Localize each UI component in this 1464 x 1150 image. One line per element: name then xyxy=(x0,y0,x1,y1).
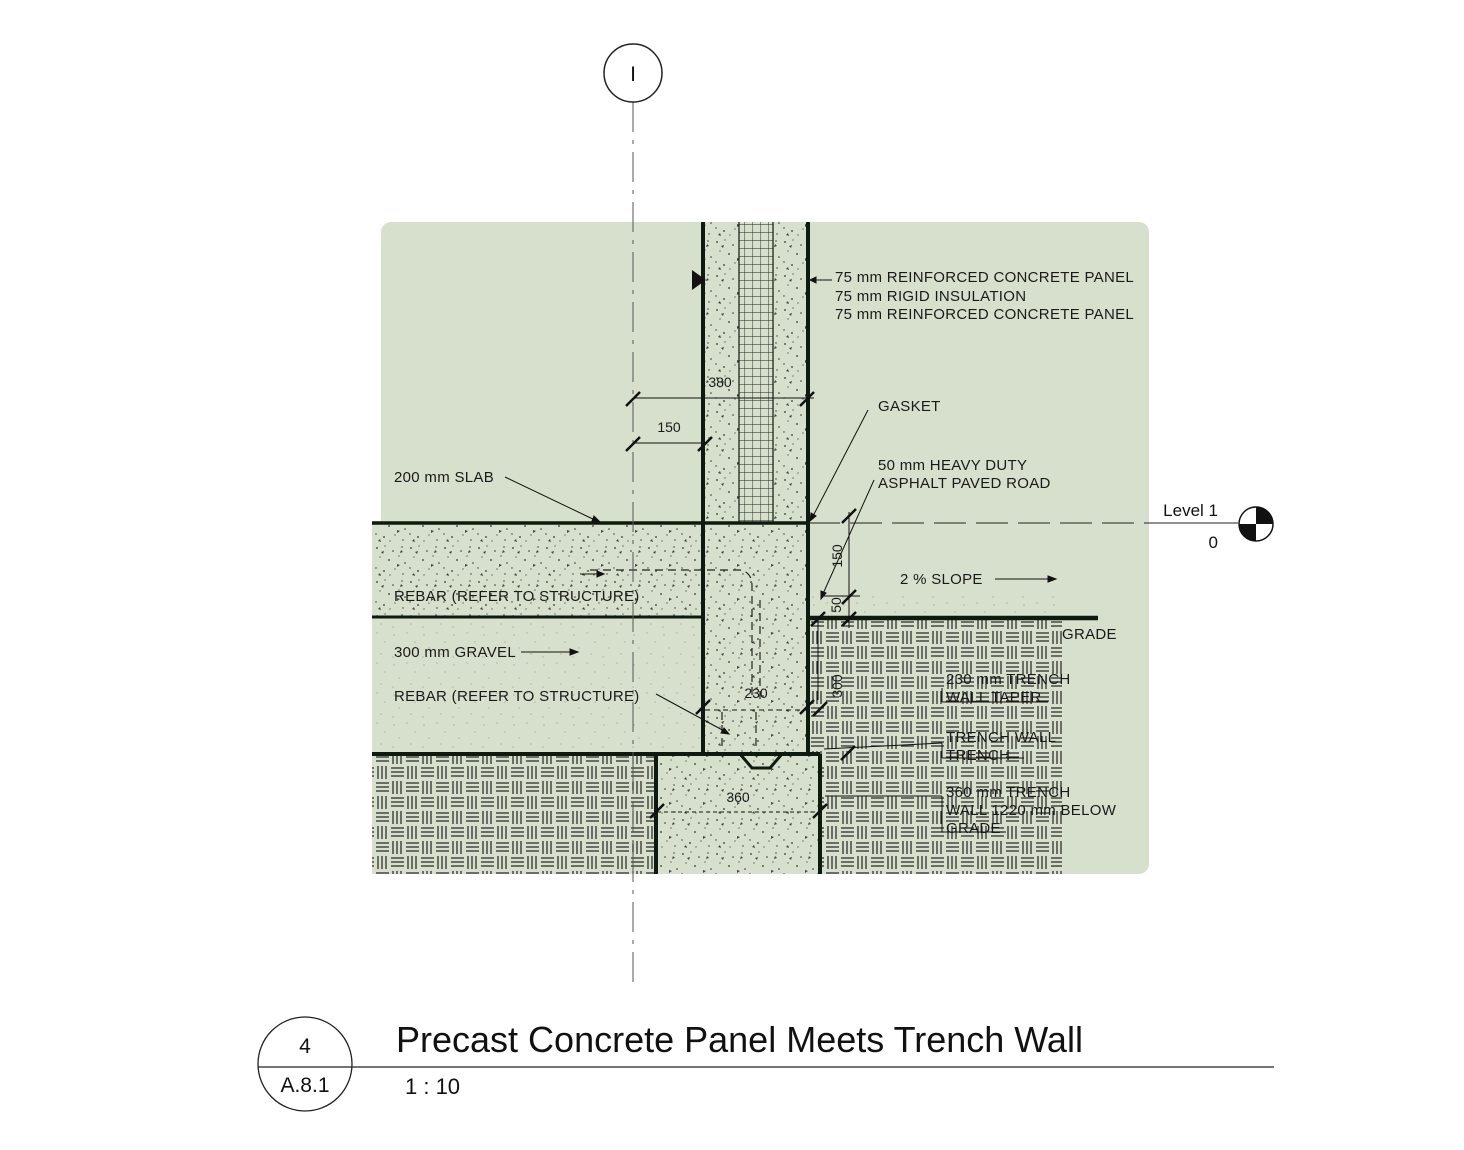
detail-title: Precast Concrete Panel Meets Trench Wall xyxy=(396,1019,1083,1060)
note-panel-line2: 75 mm RIGID INSULATION xyxy=(835,288,1027,305)
note-rebar-slab: REBAR (REFER TO STRUCTURE) xyxy=(394,588,640,605)
dim-150: 150 xyxy=(657,419,681,435)
panel-insulation xyxy=(739,222,773,523)
note-rebar-wall: REBAR (REFER TO STRUCTURE) xyxy=(394,688,640,705)
note-asphalt-line2: ASPHALT PAVED ROAD xyxy=(878,475,1051,492)
grid-label: I xyxy=(630,63,636,86)
note-taper-line1: 230 mm TRENCH xyxy=(946,671,1071,688)
note-taper-line2: WALL TAPER xyxy=(946,689,1042,706)
note-gasket: GASKET xyxy=(878,398,941,415)
sheet-number: A.8.1 xyxy=(280,1074,330,1097)
dim-50: 50 xyxy=(828,597,844,613)
dim-360: 360 xyxy=(726,789,750,805)
note-trench-line1: TRENCH WALL xyxy=(946,729,1057,746)
earth-right xyxy=(809,618,1062,874)
detail-scale: 1 : 10 xyxy=(405,1074,461,1099)
note-slab: 200 mm SLAB xyxy=(394,469,495,486)
note-below-line3: GRADE xyxy=(946,820,1001,837)
title-block xyxy=(258,1017,1274,1111)
dim-230: 230 xyxy=(744,685,768,701)
trench-wall-lower xyxy=(657,754,820,874)
note-slope: 2 % SLOPE xyxy=(900,571,983,588)
dim-150-vertical: 150 xyxy=(829,544,845,568)
level-name: Level 1 xyxy=(1163,501,1218,520)
note-panel-line1: 75 mm REINFORCED CONCRETE PANEL xyxy=(835,269,1135,286)
gravel-layer xyxy=(372,617,704,754)
note-gravel: 300 mm GRAVEL xyxy=(394,644,516,661)
panel-outer-wythe xyxy=(705,222,739,523)
note-asphalt-line1: 50 mm HEAVY DUTY xyxy=(878,457,1028,474)
detail-number: 4 xyxy=(299,1035,311,1058)
note-trench-line2: TRENCH xyxy=(946,747,1011,764)
dim-380: 380 xyxy=(708,374,732,390)
panel-inner-wythe xyxy=(773,222,807,523)
note-panel-line3: 75 mm REINFORCED CONCRETE PANEL xyxy=(835,306,1135,323)
note-grade: GRADE xyxy=(1062,626,1117,643)
note-below-line2: WALL 1220 mm BELOW xyxy=(946,802,1117,819)
note-below-line1: 360 mm TRENCH xyxy=(946,784,1071,801)
level-elevation: 0 xyxy=(1208,533,1218,552)
earth-left xyxy=(372,754,656,874)
dim-300: 300 xyxy=(829,674,845,698)
level-target-icon xyxy=(1239,507,1273,541)
